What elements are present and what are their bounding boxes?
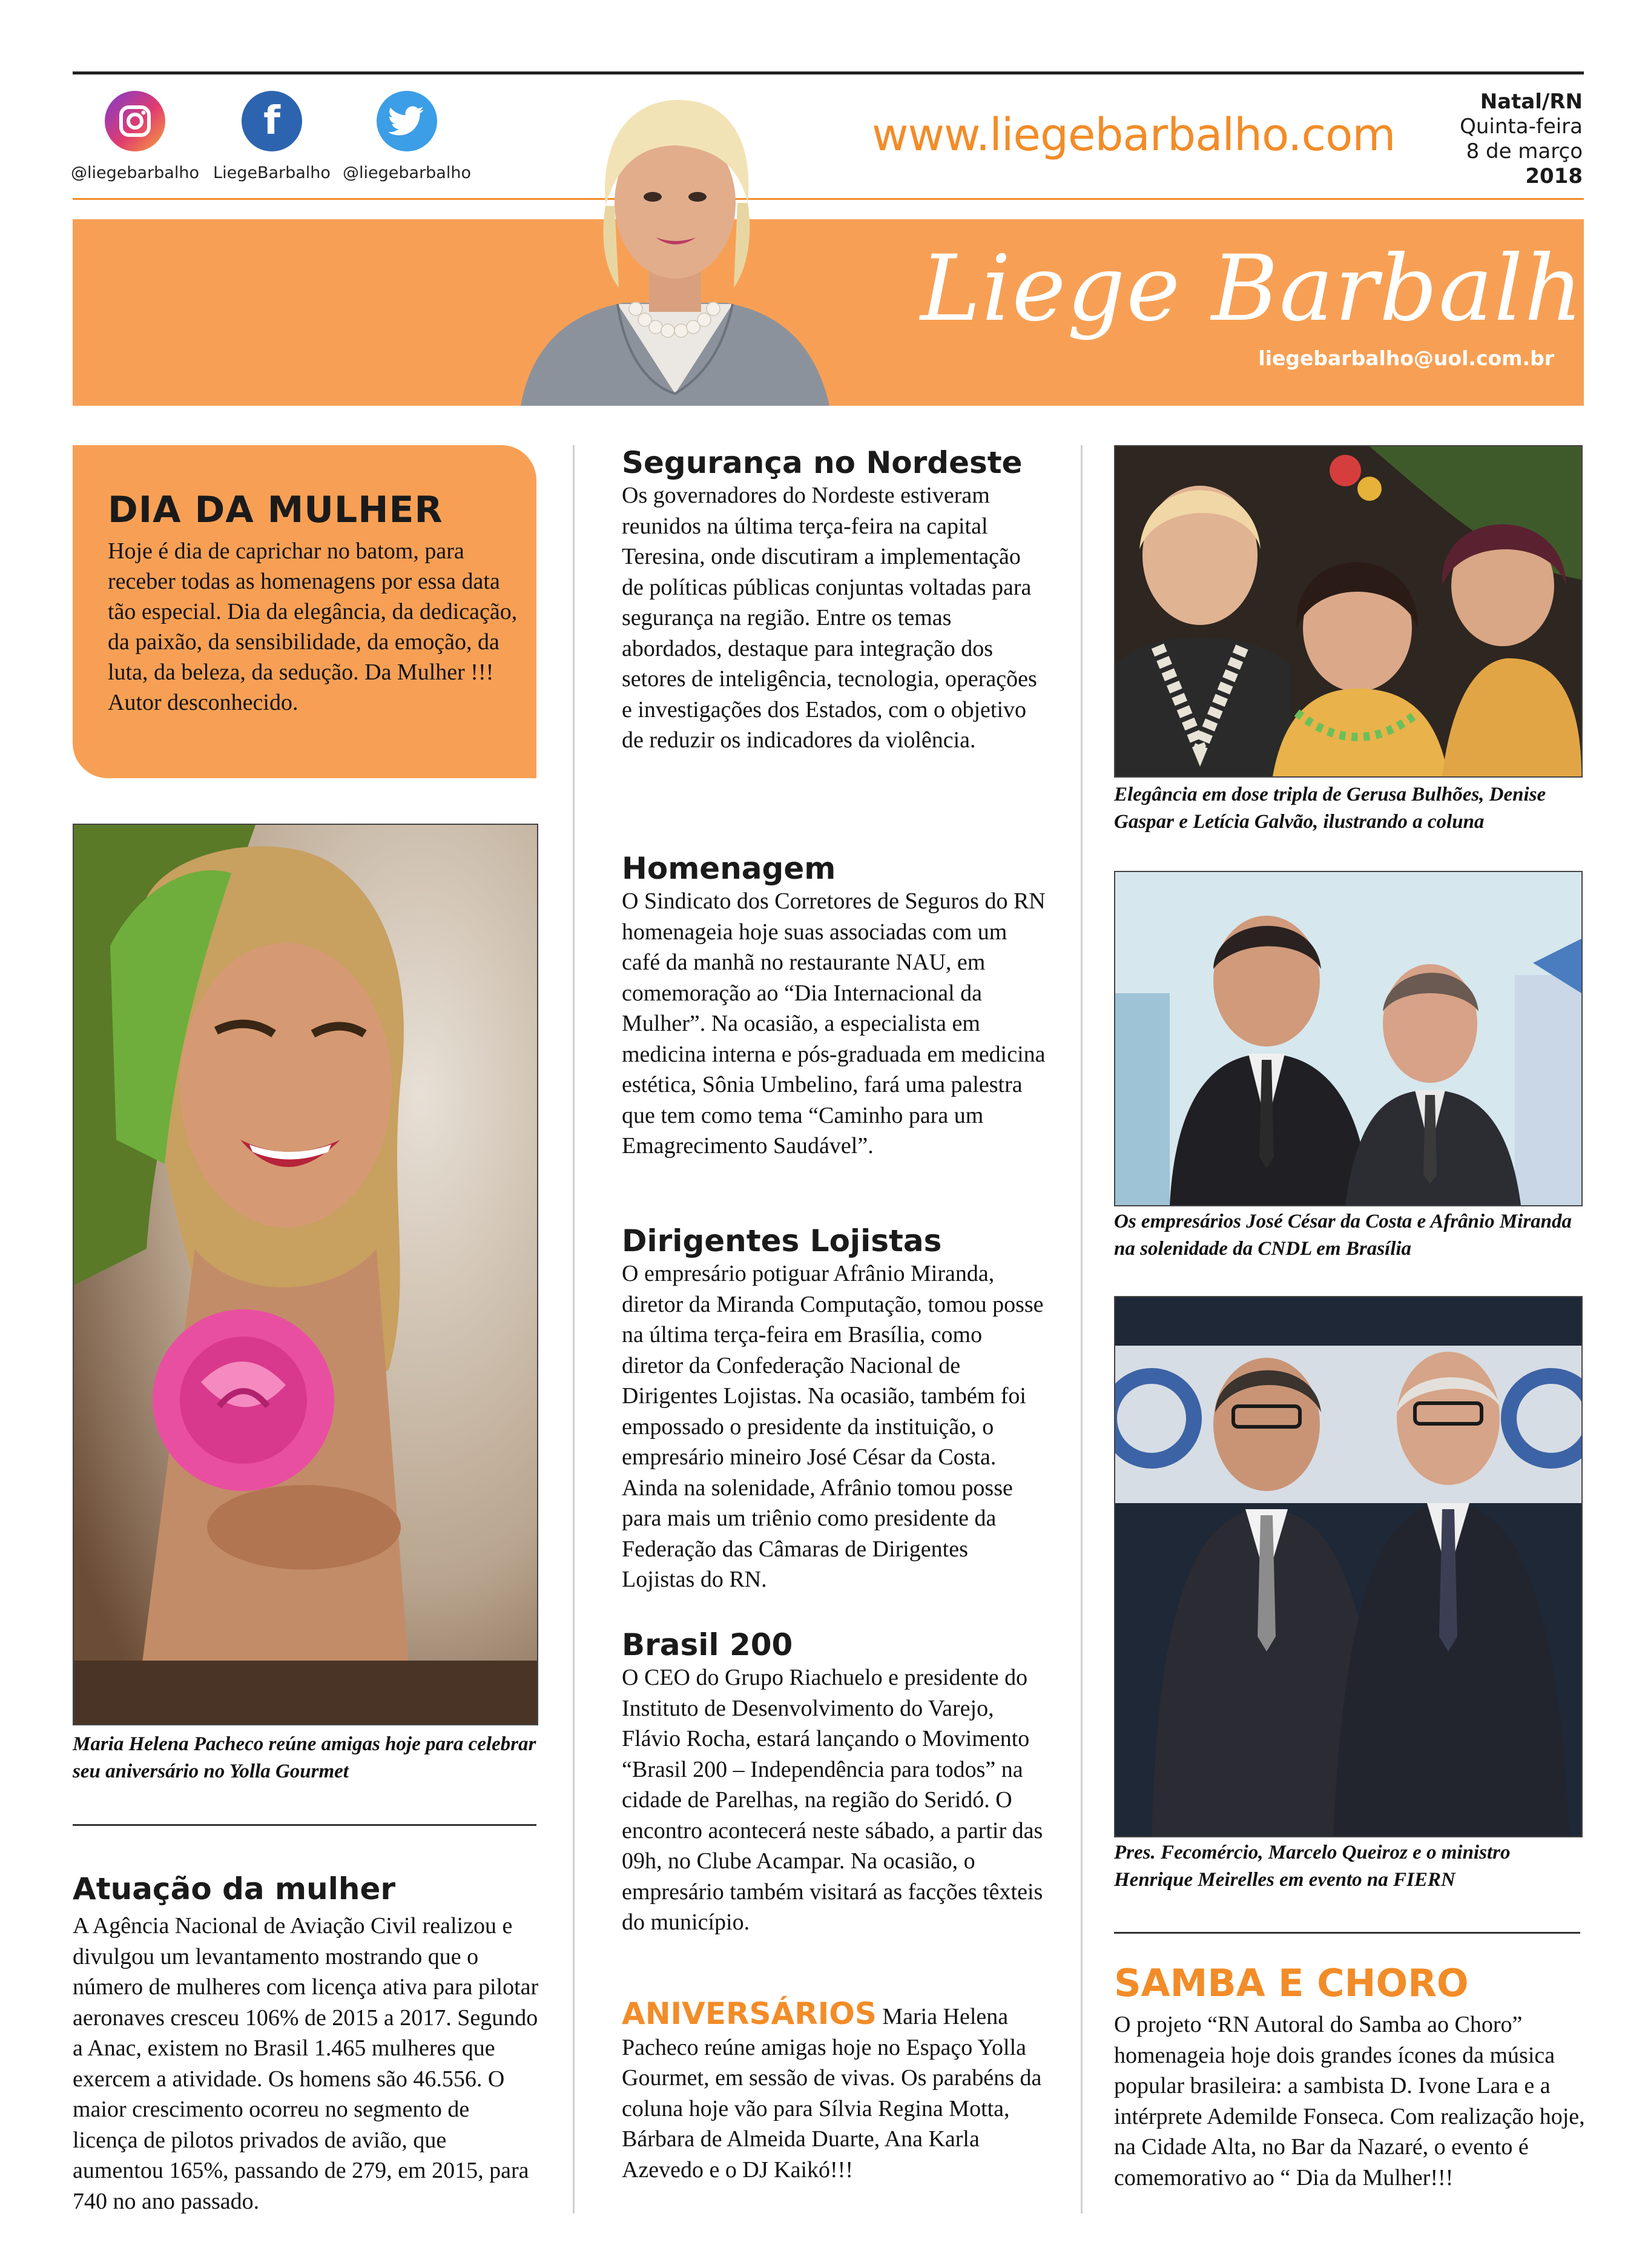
date-block: [1460, 90, 1583, 189]
facebook-handle[interactable]: LiegeBarbalho: [213, 164, 331, 182]
dia-da-mulher-callout: [73, 445, 536, 778]
columnist-portrait: [509, 79, 842, 406]
header-top-rule: [73, 71, 1584, 74]
col1-section-rule: [73, 1824, 536, 1826]
aniversarios-title: ANIVERSÁRIOS: [622, 1996, 877, 2031]
article-text-seguranca: Os governadores do Nordeste estiveram reunidos na última terça-feira na capital Teresina, onde discutiram a implementação de políticas públicas conjuntas voltadas para segurança na região. Entre os temas abordados, destaque para integração dos setores de inteligência, tecnologia, operações e investigações dos Estados, com o objetivo de reduzir os indicadores da violência.: [622, 483, 1037, 753]
city-label: Natal/RN: [1480, 90, 1583, 114]
photo-elegancia: [1114, 445, 1583, 778]
article-text-atuacao: A Agência Nacional de Aviação Civil realizou e divulgou um levantamento mostrando que o número de mulheres com licença ativa para pilotar aeronaves cresceu 106% de 2015 a 2017. Segundo a Anac, existem no Brasil 1.465 mulheres que exercem a atividade. Os homens são 46.556. O maior crescimento ocorreu no segmento de licença de pilotos privados de avião, que aumentou 165%, passando de 279, em 2015, para 740 no ano passado.: [73, 1913, 539, 2214]
aniversarios-text: Maria Helena Pacheco reúne amigas hoje no Espaço Yolla Gourmet, em sessão de vivas. Os parabéns da coluna hoje vão para Sílvia Regina Motta, Bárbara de Almeida Duarte, Ana Karla Azevedo e o DJ Kaikó!!!: [622, 2004, 1042, 2183]
photo-maria-helena-image: [74, 825, 537, 1724]
twitter-icon[interactable]: [377, 91, 437, 151]
facebook-icon[interactable]: f: [242, 91, 302, 151]
article-text-dirigentes: O empresário potiguar Afrânio Miranda, diretor da Miranda Computação, tomou posse na última terça-feira em Brasília, como diretor da Confederação Nacional de Dirigentes Lojistas. Na ocasião, também foi empossado o presidente da instituição, o empresário mineiro José César da Costa. Ainda na solenidade, Afrânio tomou posse para mais um triênio como presidente da Federação das Câmaras de Dirigentes Lojistas do RN.: [622, 1261, 1044, 1592]
twitter-handle[interactable]: @liegebarbalho: [343, 164, 471, 182]
social-facebook[interactable]: [199, 91, 344, 182]
photo-caption-cndl: Os empresários José César da Costa e Afrânio Miranda na solenidade da CNDL em Brasília: [1114, 1211, 1572, 1260]
instagram-handle[interactable]: @liegebarbalho: [71, 164, 199, 182]
photo-maria-helena: [73, 824, 538, 1725]
weekday-label: Quinta-feira: [1460, 114, 1583, 139]
aniversarios-block: [622, 1996, 1046, 2185]
date-label: 8 de março: [1466, 139, 1583, 164]
brand-title: Liege Barbalho: [920, 236, 1640, 342]
photo-caption-maria-helena: Maria Helena Pacheco reúne amigas hoje para celebrar seu aniversário no Yolla Gourmet: [73, 1733, 536, 1782]
instagram-icon[interactable]: [105, 91, 165, 151]
callout-title: DIA DA MULHER: [108, 489, 443, 531]
photo-fecomercio-image: [1115, 1297, 1581, 1836]
photo-caption-fecomercio: Pres. Fecomércio, Marcelo Queiroz e o ministro Henrique Meirelles em evento na FIERN: [1114, 1842, 1511, 1891]
article-title-homenagem: Homenagem: [622, 851, 836, 886]
column-divider-2: [1081, 445, 1083, 2213]
email-link[interactable]: liegebarbalho@uol.com.br: [1258, 346, 1554, 370]
site-url-link[interactable]: www.liegebarbalho.com: [872, 109, 1396, 161]
photo-elegancia-image: [1115, 446, 1581, 776]
photo-fecomercio: [1114, 1296, 1583, 1837]
article-title-seguranca: Segurança no Nordeste: [622, 445, 1023, 480]
social-twitter[interactable]: [334, 91, 480, 182]
photo-empresarios-cndl: [1114, 871, 1583, 1206]
article-text-brasil-200: O CEO do Grupo Riachuelo e presidente do Instituto de Desenvolvimento do Varejo, Flávio Rocha, estará lançando o Movimento “Brasil 200 – Independência para todos” na cidade de Parelhas, na região do Seridó. O encontro acontecerá neste sábado, a partir das 09h, no Clube Acampar. Na ocasião, o empresário também visitará as facções têxteis do município.: [622, 1665, 1043, 1935]
photo-empresarios-cndl-image: [1115, 872, 1581, 1205]
article-text-homenagem: O Sindicato dos Corretores de Seguros do RN homenageia hoje suas associadas com um café da manhã no restaurante NAU, em comemoração ao “Dia Internacional da Mulher”. Na ocasião, a especialista em medicina interna e pós-graduada em medicina estética, Sônia Umbelino, fará uma palestra que tem como tema “Caminho para um Emagrecimento Saudável”.: [622, 888, 1046, 1159]
article-title-samba: SAMBA E CHORO: [1114, 1961, 1469, 2005]
article-text-samba: O projeto “RN Autoral do Samba ao Choro” homenageia hoje dois grandes ícones da música popular brasileira: a sambista D. Ivone Lara e a intérprete Ademilde Fonseca. Com realização hoje, na Cidade Alta, no Bar da Nazaré, o evento é comemorativo ao “ Dia da Mulher!!!: [1114, 2012, 1585, 2190]
social-instagram[interactable]: [62, 91, 208, 182]
col3-section-rule: [1114, 1932, 1580, 1934]
photo-caption-elegancia: Elegância em dose tripla de Gerusa Bulhões, Denise Gaspar e Letícia Galvão, ilustrando a coluna: [1114, 784, 1546, 833]
column-divider-1: [573, 445, 575, 2213]
year-label: 2018: [1525, 164, 1583, 188]
article-title-dirigentes: Dirigentes Lojistas: [622, 1223, 942, 1258]
article-title-brasil-200: Brasil 200: [622, 1627, 793, 1662]
callout-text: Hoje é dia de caprichar no batom, para receber todas as homenagens por essa data tão especial. Dia da elegância, da dedicação, da paixão, da sensibilidade, da emoção, da luta, da beleza, da sedução. Da Mulher !!! Autor desconhecido.: [108, 538, 518, 715]
article-title-atuacao: Atuação da mulher: [73, 1871, 396, 1906]
